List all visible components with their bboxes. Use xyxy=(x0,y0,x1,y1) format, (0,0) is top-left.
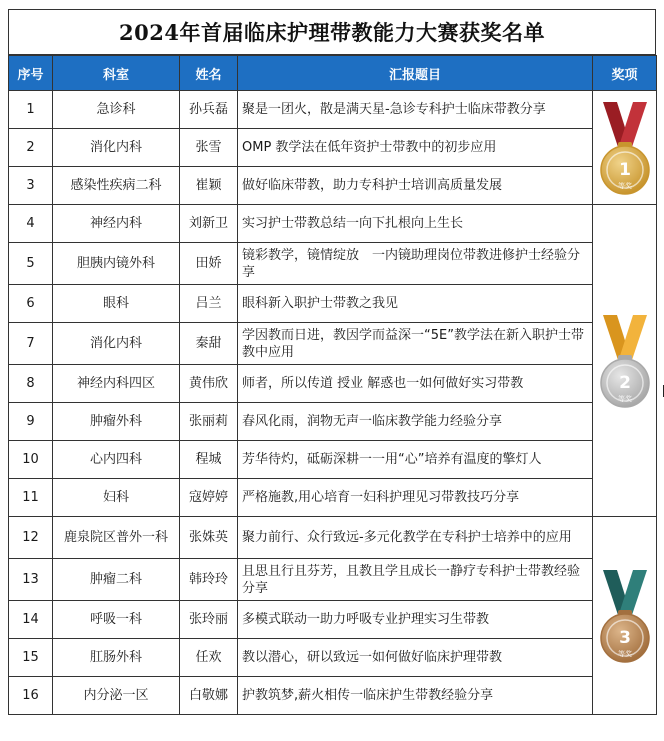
medal-rank-text: 3 xyxy=(619,627,631,648)
table-row xyxy=(9,167,657,205)
table-row xyxy=(9,639,657,677)
cell-no: 7 xyxy=(9,323,53,365)
cell-dept: 感染性疾病二科 xyxy=(53,167,180,205)
cell-topic: 春风化雨，润物无声一临床教学能力经验分享 xyxy=(238,403,593,441)
cell-no: 15 xyxy=(9,639,53,677)
cell-no: 10 xyxy=(9,441,53,479)
page-title: 2024年首届临床护理带教能力大赛获奖名单 xyxy=(8,9,656,55)
award-sheet xyxy=(8,9,656,731)
cell-name: 白敬娜 xyxy=(180,677,238,715)
cell-name: 秦甜 xyxy=(180,323,238,365)
cell-dept: 心内四科 xyxy=(53,441,180,479)
cell-no: 4 xyxy=(9,205,53,243)
cell-name: 刘新卫 xyxy=(180,205,238,243)
cell-dept: 妇科 xyxy=(53,479,180,517)
cell-no: 9 xyxy=(9,403,53,441)
cell-topic: 眼科新入职护士带教之我见 xyxy=(238,285,593,323)
table-row xyxy=(9,323,657,365)
cell-name: 寇婷婷 xyxy=(180,479,238,517)
award-table xyxy=(8,55,657,715)
cell-name: 黄伟欣 xyxy=(180,365,238,403)
cell-dept: 内分泌一区 xyxy=(53,677,180,715)
table-header-row xyxy=(9,56,657,91)
table-row xyxy=(9,677,657,715)
award-cell xyxy=(593,91,657,205)
table-row xyxy=(9,243,657,285)
cell-dept: 消化内科 xyxy=(53,129,180,167)
cell-topic: 且思且行且芬芳，且教且学且成长一静疗专科护士带教经验分享 xyxy=(238,559,593,601)
cell-name: 田娇 xyxy=(180,243,238,285)
header-no: 序号 xyxy=(9,56,53,91)
cell-topic: 聚力前行、众行致远-多元化教学在专科护士培养中的应用 xyxy=(238,517,593,559)
medal-label-text: 等奖 xyxy=(618,649,632,658)
cell-name: 程城 xyxy=(180,441,238,479)
cell-topic: 护教筑梦,薪火相传一临床护生带教经验分享 xyxy=(238,677,593,715)
award-cell xyxy=(593,205,657,517)
cell-dept: 鹿泉院区普外一科 xyxy=(53,517,180,559)
cell-name: 张姝英 xyxy=(180,517,238,559)
cell-name: 崔颖 xyxy=(180,167,238,205)
cell-dept: 消化内科 xyxy=(53,323,180,365)
medal-icon-3 xyxy=(597,566,653,666)
cell-topic: 做好临床带教，助力专科护士培训高质量发展 xyxy=(238,167,593,205)
cell-no: 8 xyxy=(9,365,53,403)
cell-no: 3 xyxy=(9,167,53,205)
table-row xyxy=(9,601,657,639)
medal-icon-2 xyxy=(597,311,653,411)
medal-label-text: 等奖 xyxy=(618,181,632,190)
cell-dept: 神经内科四区 xyxy=(53,365,180,403)
cell-name: 韩玲玲 xyxy=(180,559,238,601)
cell-no: 5 xyxy=(9,243,53,285)
medal-label-text: 等奖 xyxy=(618,394,632,403)
cell-name: 张雪 xyxy=(180,129,238,167)
cell-dept: 胆胰内镜外科 xyxy=(53,243,180,285)
header-award: 奖项 xyxy=(593,56,657,91)
cell-topic: OMP 教学法在低年资护士带教中的初步应用 xyxy=(238,129,593,167)
cell-topic: 师者，所以传道 授业 解惑也一如何做好实习带教 xyxy=(238,365,593,403)
table-row xyxy=(9,91,657,129)
cell-no: 1 xyxy=(9,91,53,129)
cell-no: 13 xyxy=(9,559,53,601)
table-row xyxy=(9,517,657,559)
table-row xyxy=(9,285,657,323)
cell-dept: 急诊科 xyxy=(53,91,180,129)
table-row xyxy=(9,479,657,517)
cell-dept: 肿瘤二科 xyxy=(53,559,180,601)
cell-topic: 镜彩教学，镜情绽放 一内镜助理岗位带教进修护士经验分享 xyxy=(238,243,593,285)
cell-dept: 肛肠外科 xyxy=(53,639,180,677)
cell-no: 12 xyxy=(9,517,53,559)
header-dept: 科室 xyxy=(53,56,180,91)
table-body xyxy=(9,91,657,715)
cell-no: 2 xyxy=(9,129,53,167)
table-row xyxy=(9,129,657,167)
cell-dept: 肿瘤外科 xyxy=(53,403,180,441)
table-row xyxy=(9,365,657,403)
table-row xyxy=(9,205,657,243)
cell-no: 16 xyxy=(9,677,53,715)
table-row xyxy=(9,559,657,601)
medal-icon-1 xyxy=(597,98,653,198)
cell-topic: 多模式联动一助力呼吸专业护理实习生带教 xyxy=(238,601,593,639)
cell-dept: 呼吸一科 xyxy=(53,601,180,639)
cell-name: 吕兰 xyxy=(180,285,238,323)
cell-name: 张丽莉 xyxy=(180,403,238,441)
table-row xyxy=(9,403,657,441)
cell-topic: 严格施教,用心培育一妇科护理见习带教技巧分享 xyxy=(238,479,593,517)
cell-dept: 眼科 xyxy=(53,285,180,323)
cell-no: 6 xyxy=(9,285,53,323)
cell-topic: 聚是一团火，散是满天星-急诊专科护士临床带教分享 xyxy=(238,91,593,129)
medal-rank-text: 1 xyxy=(619,159,631,180)
cell-topic: 学因教而日进，教因学而益深一“5E”教学法在新入职护士带教中应用 xyxy=(238,323,593,365)
table-row xyxy=(9,441,657,479)
cell-topic: 教以潜心，研以致远一如何做好临床护理带教 xyxy=(238,639,593,677)
award-cell xyxy=(593,517,657,715)
cell-dept: 神经内科 xyxy=(53,205,180,243)
cell-topic: 实习护士带教总结一向下扎根向上生长 xyxy=(238,205,593,243)
cell-no: 14 xyxy=(9,601,53,639)
cell-name: 孙兵磊 xyxy=(180,91,238,129)
cell-name: 张玲丽 xyxy=(180,601,238,639)
cell-topic: 芳华待灼，砥砺深耕一一用“心”培养有温度的擎灯人 xyxy=(238,441,593,479)
cell-no: 11 xyxy=(9,479,53,517)
medal-rank-text: 2 xyxy=(619,372,631,393)
header-name: 姓名 xyxy=(180,56,238,91)
header-topic: 汇报题目 xyxy=(238,56,593,91)
cell-name: 任欢 xyxy=(180,639,238,677)
